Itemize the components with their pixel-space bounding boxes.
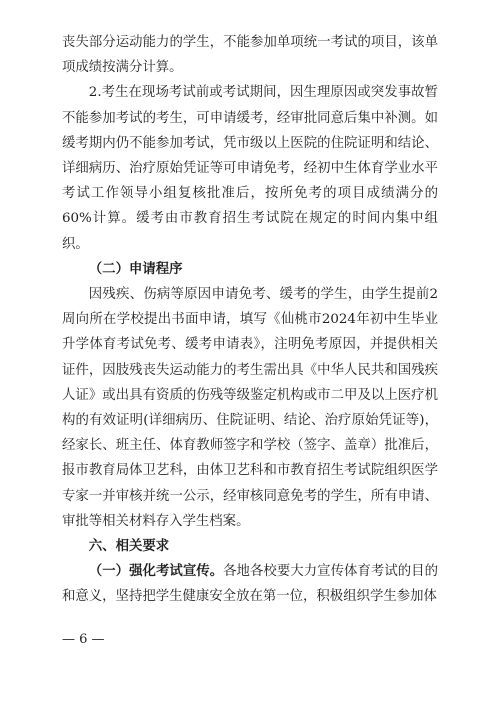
paragraph-deferral: 2.考生在现场考试前或考试期间，因生理原因或突发事故暂不能参加考试的考生，可申请缓考，经审批同意后集中补测。如缓考期内仍不能参加考试，凭市级以上医院的住院证明和结论、详细病历、治疗原始凭证等可申请免考，经初中生体育学业水平考试工作领导小组复核批准后，按所免考的项目成绩满分的60%计算。缓考由市教育招生考试院在规定的时间内集中组织。 <box>62 85 438 252</box>
paragraph-publicity <box>62 559 438 609</box>
paragraph-continuation: 丧失部分运动能力的学生，不能参加单项统一考试的项目，该单项成绩按满分计算。 <box>62 35 438 76</box>
page-number: — 6 — <box>62 632 105 647</box>
publicity-body: 各地各校要大力宣传体育考试的目的和意义，坚持把学生健康安全放在第一位，积极组织学生参加体 <box>62 564 439 605</box>
publicity-lead: （一）强化考试宣传。 <box>88 564 224 580</box>
paragraph-application-procedure: 因残疾、伤病等原因申请免考、缓考的学生，由学生提前2周向所在学校提出书面申请，填写《仙桃市2024年初中生毕业升学体育考试免考、缓考申请表》，注明免考原因，并提供相关证件，因肢残丧失运动能力的考生需出具《中华人民共和国残疾人证》或出具有资质的伤残等级鉴定机构或市二甲及以上医疗机构的有效证明(详细病历、住院证明、结论、治疗原始凭证等)，经家长、班主任、体育教师签字和学校（签字、盖章）批准后，报市教育局体卫艺科，由体卫艺科和市教育招生考试院组织医学专家一并审核并统一公示，经审核同意免考的学生，所有申请、审批等相关材料存入学生档案。 <box>62 287 438 529</box>
section-heading-requirements: 六、相关要求 <box>88 539 170 555</box>
document-body <box>62 30 438 610</box>
section-heading-application-procedure: （二）申请程序 <box>88 261 183 277</box>
